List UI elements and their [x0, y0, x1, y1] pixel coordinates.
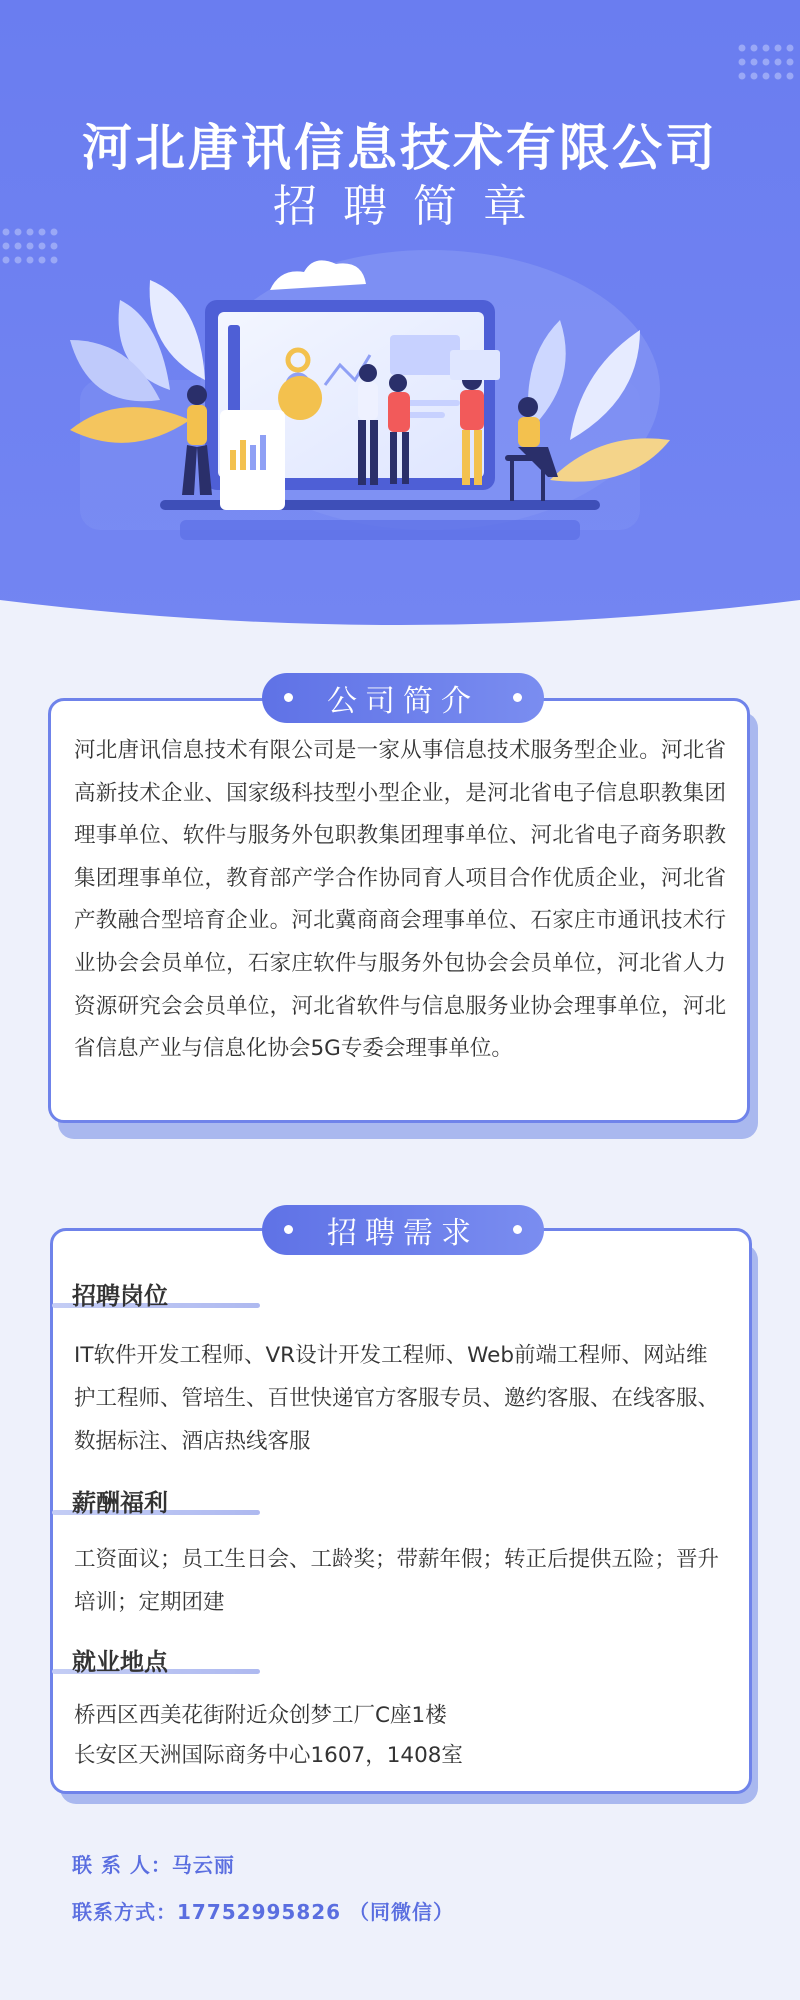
positions-title: 招聘岗位	[72, 1282, 168, 1310]
benefits-text: 工资面议；员工生日会、工龄奖；带薪年假；转正后提供五险；晋升培训；定期团建	[74, 1547, 720, 1615]
intro-text: 河北唐讯信息技术有限公司是一家从事信息技术服务型企业。河北省高新技术企业、国家级科技型小型企业，是河北省电子信息职教集团理事单位、软件与服务外包职教集团理事单位、河北省电子商务职教集团理事单位，教育部产学合作协同育人项目合作优质企业，河北省产教融合型培育企业。河北冀商商会理事单位、石家庄市通讯技术行业协会会员单位，石家庄软件与服务外包协会会员单位，河北省人力资源研究会会员单位，河北省软件与信息服务业协会理事单位，河北省信息产业与信息化协会5G专委会理事单位。	[74, 738, 726, 1062]
positions-text: IT软件开发工程师、VR设计开发工程师、Web前端工程师、网站维护工程师、管培生、百世快递官方客服专员、邀约客服、在线客服、数据标注、酒店热线客服	[74, 1343, 720, 1454]
intro-badge	[262, 673, 544, 723]
intro-badge-label: 公司简介	[327, 684, 479, 719]
recruit-badge-label: 招聘需求	[327, 1216, 479, 1251]
recruit-badge	[262, 1205, 544, 1255]
office-team-illustration	[70, 250, 670, 540]
page-title: 河北唐讯信息技术有限公司	[82, 119, 718, 177]
contact-person: 联 系 人：马云丽	[72, 1853, 235, 1877]
page-subtitle: 招聘简章	[273, 181, 553, 232]
location-line-1: 桥西区西美花街附近众创梦工厂C座1楼	[74, 1703, 447, 1728]
location-line-2: 长安区天洲国际商务中心1607，1408室	[74, 1743, 463, 1768]
hero-banner	[0, 0, 800, 630]
badge-dot-left	[284, 693, 293, 702]
badge-dot-right	[513, 693, 522, 702]
badge-dot-right	[513, 1225, 522, 1234]
contact-phone: 联系方式：17752995826 （同微信）	[72, 1900, 455, 1924]
badge-dot-left	[284, 1225, 293, 1234]
location-title: 就业地点	[72, 1648, 168, 1676]
hero-background	[0, 0, 800, 630]
benefits-title: 薪酬福利	[72, 1489, 168, 1517]
